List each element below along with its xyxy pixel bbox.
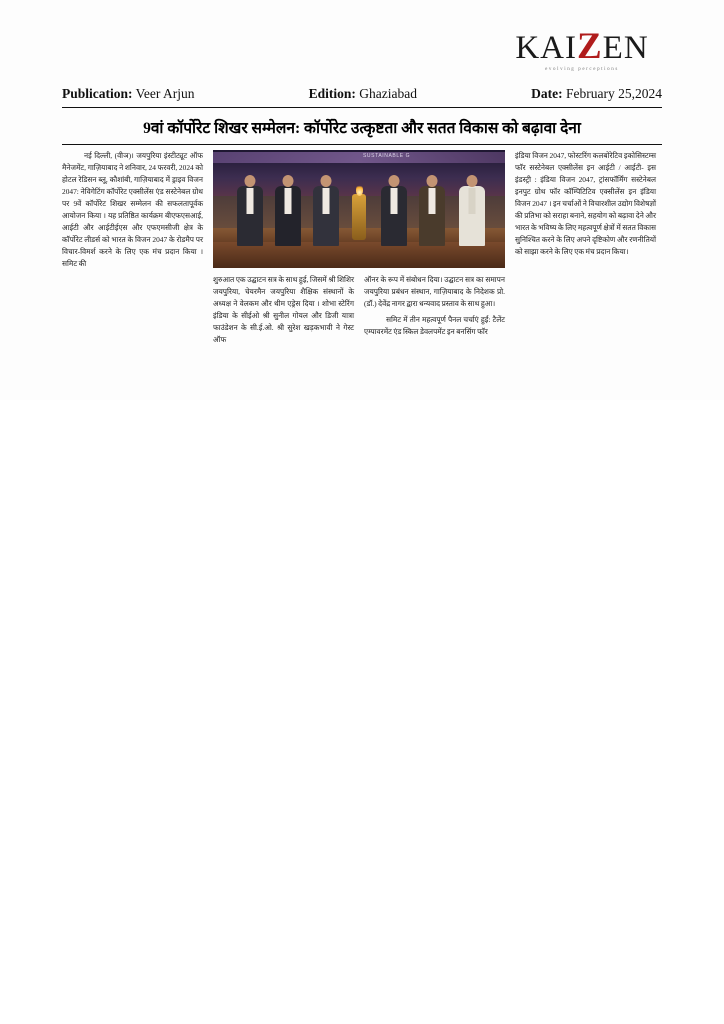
article-column-2 bbox=[213, 274, 354, 350]
photo-person-head bbox=[389, 175, 400, 187]
photo-person bbox=[275, 184, 301, 246]
logo-accent-letter: Z bbox=[576, 26, 603, 67]
edition-meta bbox=[309, 86, 417, 102]
logo-wordmark bbox=[502, 28, 662, 65]
photo-person-head bbox=[283, 175, 294, 187]
photo-person bbox=[313, 184, 339, 246]
article-paragraph: ऑनर के रूप में संबोधन दिया। उद्घाटन सत्र का समापन जयपुरिया प्रबंधन संस्थान, गाज़ियाबाद के निदेशक प्रो. (डॉ.) देवेंद्र नागर द्वारा धन्यवाद प्रस्ताव के साथ हुआ। bbox=[364, 275, 505, 308]
article-column-4 bbox=[515, 150, 656, 350]
headline-divider bbox=[62, 144, 662, 145]
photo-person bbox=[381, 184, 407, 246]
photo-person-head bbox=[467, 175, 478, 187]
lamp-flame-icon bbox=[356, 184, 363, 196]
date-meta bbox=[531, 86, 662, 102]
page-blank-area bbox=[0, 400, 724, 1024]
photo-and-columns bbox=[213, 150, 505, 350]
photo-person-shirt bbox=[247, 188, 254, 214]
article-paragraph: नई दिल्ली, (वीञ)। जयपुरिया इंस्टीट्यूट ऑफ मैनेजमेंट, गाज़ियाबाद ने शनिवार, 24 फरवरी, 2024 को होटल रेडिसन ब्लू, कौशांबी, गाज़ियाबाद में ड्राइव विजन 2047: नेविगेटिंग कॉर्पोरेट एक्सीलेंस एंड सस्टेनेबल ग्रोथ पर 9वें कॉर्पोरेट शिखर सम्मेलन की सफलतापूर्वक आयोजन किया । यह प्रतिष्ठित कार्यक्रम बीएफएसआई, आईटी और आईटीईएस और एफएमसीजी क्षेत्र के कॉर्पोरेट लीडर्स को भारत के विजन 2047 के रोडमैप पर विचार-विमर्श करने के लिए एक मंच प्रदान किया । समिट की bbox=[62, 151, 203, 268]
kaizen-logo bbox=[502, 28, 662, 72]
photo-person bbox=[237, 184, 263, 246]
article-headline: 9वां कॉर्पोरेट शिखर सम्मेलन: कॉर्पोरेट उत्कृष्टता और सतत विकास को बढ़ावा देना bbox=[143, 120, 581, 137]
ceremonial-lamp-icon bbox=[352, 194, 366, 240]
photo-person-head bbox=[427, 175, 438, 187]
photo-backdrop-band bbox=[213, 152, 505, 163]
photo-person-head bbox=[245, 175, 256, 187]
photo-person-shirt bbox=[391, 188, 398, 214]
photo-person bbox=[419, 184, 445, 246]
photo-person-shirt bbox=[429, 188, 436, 214]
article-columns bbox=[62, 150, 662, 350]
date-value: February 25,2024 bbox=[566, 86, 662, 101]
photo-person-shirt bbox=[323, 188, 330, 214]
article-paragraph: शुरुआत एक उद्घाटन सत्र के साथ हुई, जिसमें श्री शिशिर जयपुरिया, चेयरमैन जयपुरिया शैक्षिक संस्थानों के अध्यक्ष ने वेलकम और थीम एड्रेस दिया । शोभा स्टेरिंग इंडिया के सीईओ श्री सुनील गोयल और डिजी यात्रा फाउंडेशन के सी.ई.ओ. श्री सुरेश खड़कभावी ने गेस्ट ऑफ bbox=[213, 275, 354, 344]
logo-text-before: KAI bbox=[515, 30, 577, 66]
event-photograph bbox=[213, 150, 505, 268]
publication-meta-bar bbox=[62, 86, 662, 106]
publication-value: Veer Arjun bbox=[135, 86, 195, 101]
article-column-1 bbox=[62, 150, 203, 350]
edition-value: Ghaziabad bbox=[359, 86, 418, 101]
article-column-3 bbox=[364, 274, 505, 350]
photo-person-shirt bbox=[285, 188, 292, 214]
photo-person-shirt bbox=[469, 188, 476, 214]
photo-person bbox=[459, 184, 485, 246]
logo-tagline: evolving perceptions bbox=[545, 67, 619, 72]
meta-divider bbox=[62, 107, 662, 108]
publication-label: Publication: bbox=[62, 86, 133, 101]
logo-text-after: EN bbox=[602, 30, 649, 66]
photo-person-head bbox=[321, 175, 332, 187]
date-label: Date: bbox=[531, 86, 563, 101]
edition-label: Edition: bbox=[308, 86, 356, 101]
photo-backdrop-text: SUSTAINABLE G bbox=[363, 153, 411, 159]
publication-meta bbox=[62, 86, 195, 102]
article-paragraph: समिट में तीन महत्वपूर्ण पैनल चर्चाएं हुईं: टैलेंट एम्पावरमेंट एंड स्किल डेवलपमेंट इन बनसिंग फॉर bbox=[364, 314, 505, 336]
article-paragraph: इंडिया विजन 2047, फोस्टरिंग कलबोरेटिव इकोसिस्टम्स फॉर सस्टेनेबल एक्सीलेंस इन आईटी / आईटी- इस इंडस्ट्री : इंडिया विजन 2047, ट्रांसफॉर्मिंग सस्टेनेबल इनपुट ग्रोथ फॉर कॉम्पिटिटिव एक्सीलेंस इन इंडिया विजन 2047 । इन चर्चाओं ने विचारशील उद्योग विशेषज्ञों की प्रतिभा को सराहा बनाने, सहयोग को बढ़ावा देने और भारत के भविष्य के लिए महत्वपूर्ण क्षेत्रों में सतत विकास सुनिश्चित करने के लिए अपने दृष्टिकोण और रणनीतियों को साझा करने के लिए एक मंच प्रदान किया। bbox=[515, 151, 656, 256]
article-body bbox=[62, 150, 662, 395]
